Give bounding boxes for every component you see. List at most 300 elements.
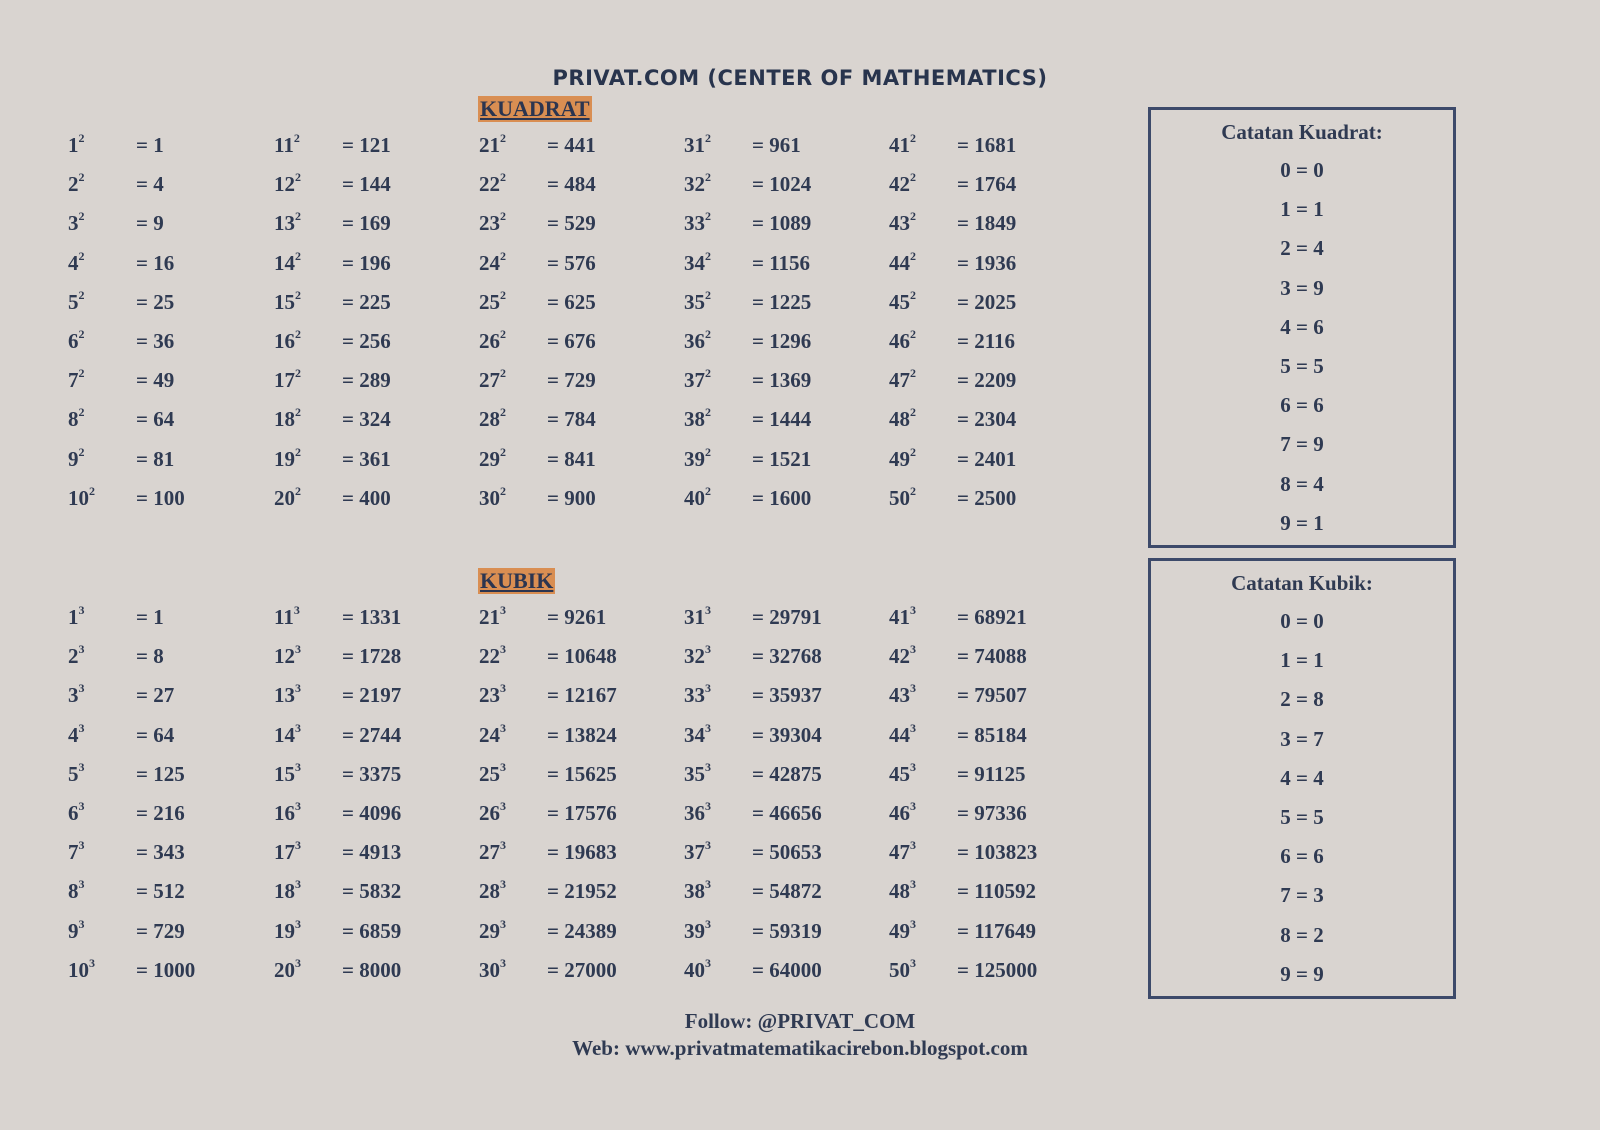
- result-value: = 4: [136, 172, 164, 197]
- base-number: $11^3$: [274, 603, 300, 629]
- note-item: 0 = 0: [1280, 158, 1324, 182]
- exponent: 2: [78, 131, 85, 145]
- base-number: $25^3$: [479, 759, 506, 786]
- result-value: = 441: [547, 133, 596, 157]
- result-value: = 110592: [957, 879, 1037, 904]
- base-number: $7^2$: [68, 366, 85, 393]
- result-value: = 8: [136, 644, 164, 669]
- result-value: = 125: [136, 761, 185, 786]
- exponent: 3: [78, 759, 85, 774]
- exponent: 2: [78, 209, 85, 224]
- exponent: 2: [705, 248, 711, 263]
- base-number: $29^3$: [479, 916, 506, 943]
- base-number: $6^2$: [68, 327, 85, 353]
- exponent: 3: [295, 720, 301, 735]
- base-number: $30^2$: [479, 483, 506, 510]
- result-value: = 576: [547, 250, 596, 275]
- note-item: 9 = 9: [1280, 961, 1324, 986]
- result-value: = 1764: [957, 172, 1017, 197]
- base-number: $18^3$: [274, 877, 301, 904]
- base-number: $9^2$: [68, 444, 85, 471]
- base-number: $41^3$: [889, 603, 916, 629]
- result-value: = 50653: [752, 840, 822, 865]
- exponent: 2: [295, 209, 301, 224]
- exponent: 3: [295, 877, 301, 892]
- base-number: $39^2$: [684, 444, 711, 471]
- result-value: = 1521: [752, 446, 812, 471]
- result-value: = 13824: [547, 722, 617, 747]
- base-number: $1^3$: [68, 603, 85, 629]
- base-number: $35^3$: [684, 759, 711, 786]
- exponent: 2: [78, 287, 85, 302]
- note-item: 6 = 6: [1280, 844, 1324, 869]
- exponent: 3: [910, 877, 916, 892]
- result-value: = 8000: [342, 957, 402, 982]
- base-number: $34^3$: [684, 720, 711, 747]
- exponent: 3: [500, 877, 506, 892]
- result-value: = 81: [136, 446, 175, 471]
- exponent: 3: [705, 642, 711, 657]
- exponent: 2: [910, 405, 916, 420]
- note-item: 5 = 5: [1280, 354, 1324, 378]
- base-number: $8^2$: [68, 405, 85, 432]
- base-number: $15^3$: [274, 759, 301, 786]
- base-number: $19^2$: [274, 444, 301, 471]
- exponent: 2: [500, 248, 506, 263]
- result-value: = 225: [342, 289, 391, 314]
- exponent: 3: [295, 916, 301, 931]
- exponent: 3: [705, 681, 711, 696]
- base-number: $36^3$: [684, 799, 711, 825]
- base-number: $26^2$: [479, 327, 506, 353]
- result-value: = 1156: [752, 250, 811, 275]
- base-number: $1^2$: [68, 131, 85, 157]
- result-value: = 117649: [957, 918, 1037, 943]
- base-number: $21^3$: [479, 603, 506, 629]
- base-number: $29^2$: [479, 444, 506, 471]
- result-value: = 46656: [752, 801, 822, 825]
- exponent: 3: [500, 955, 506, 970]
- result-value: = 625: [547, 289, 596, 314]
- result-value: = 1849: [957, 211, 1017, 236]
- result-value: = 121: [342, 133, 391, 157]
- base-number: $39^3$: [684, 916, 711, 943]
- result-value: = 961: [752, 133, 801, 157]
- base-number: $16^2$: [274, 327, 301, 353]
- exponent: 3: [910, 642, 916, 657]
- exponent: 2: [295, 287, 301, 302]
- exponent: 2: [295, 248, 301, 263]
- footer-follow: Follow: @PRIVAT_COM: [684, 1009, 916, 1033]
- base-number: $38^3$: [684, 877, 711, 904]
- result-value: = 1600: [752, 485, 812, 510]
- exponent: 3: [705, 838, 711, 853]
- exponent: 2: [705, 287, 711, 302]
- base-number: $24^3$: [479, 720, 506, 747]
- exponent: 3: [705, 877, 711, 892]
- base-number: $9^3$: [68, 916, 85, 943]
- result-value: = 15625: [547, 761, 617, 786]
- result-value: = 484: [547, 172, 596, 197]
- exponent: 3: [705, 955, 711, 970]
- exponent: 3: [78, 681, 85, 696]
- exponent: 2: [500, 287, 506, 302]
- result-value: = 17576: [547, 801, 617, 825]
- page-title: PRIVAT.COM (CENTER OF MATHEMATICS): [552, 66, 1048, 90]
- result-value: = 900: [547, 485, 596, 510]
- exponent: 2: [78, 248, 85, 263]
- result-value: = 3375: [342, 761, 402, 786]
- base-number: $44^3$: [889, 720, 916, 747]
- result-value: = 729: [136, 918, 185, 943]
- exponent: 2: [78, 327, 85, 341]
- result-value: = 21952: [547, 879, 617, 904]
- result-value: = 1681: [957, 133, 1017, 157]
- base-number: $10^3$: [68, 955, 95, 982]
- result-value: = 12167: [547, 683, 617, 708]
- base-number: $22^3$: [479, 642, 506, 669]
- result-value: = 1296: [752, 329, 812, 353]
- result-value: = 6859: [342, 918, 402, 943]
- base-number: $30^3$: [479, 955, 506, 982]
- base-number: $7^3$: [68, 838, 85, 865]
- base-number: $20^2$: [274, 483, 301, 510]
- exponent: 3: [78, 603, 85, 617]
- base-number: $22^2$: [479, 170, 506, 197]
- base-number: $21^2$: [479, 131, 506, 157]
- exponent: 3: [705, 759, 711, 774]
- base-number: $20^3$: [274, 955, 301, 982]
- note-item: 9 = 1: [1280, 510, 1324, 535]
- base-number: $5^3$: [68, 759, 85, 786]
- exponent: 2: [705, 170, 711, 185]
- exponent: 2: [910, 170, 916, 185]
- catatan-kuadrat-box: [1148, 107, 1456, 548]
- exponent: 2: [500, 170, 506, 185]
- exponent: 2: [705, 405, 711, 420]
- base-number: $2^3$: [68, 642, 85, 669]
- base-number: $44^2$: [889, 248, 916, 275]
- exponent: 2: [910, 209, 916, 224]
- result-value: = 25: [136, 289, 175, 314]
- exponent: 2: [500, 405, 506, 420]
- result-value: = 2209: [957, 368, 1017, 393]
- exponent: 3: [910, 838, 916, 853]
- result-value: = 2304: [957, 407, 1017, 432]
- exponent: 2: [295, 327, 301, 341]
- base-number: $17^2$: [274, 366, 301, 393]
- result-value: = 16: [136, 250, 175, 275]
- base-number: $50^3$: [889, 955, 916, 982]
- base-number: $35^2$: [684, 287, 711, 314]
- base-number: $28^2$: [479, 405, 506, 432]
- result-value: = 64: [136, 722, 175, 747]
- exponent: 3: [500, 681, 506, 696]
- note-item: 5 = 5: [1280, 805, 1324, 829]
- exponent: 2: [910, 287, 916, 302]
- exponent: 2: [910, 131, 916, 145]
- base-number: $23^3$: [479, 681, 506, 708]
- result-value: = 361: [342, 446, 391, 471]
- result-value: = 125000: [957, 957, 1038, 982]
- exponent: 3: [89, 955, 95, 970]
- result-value: = 91125: [957, 761, 1026, 786]
- base-number: $47^3$: [889, 838, 916, 865]
- result-value: = 1: [136, 133, 164, 157]
- base-number: $24^2$: [479, 248, 506, 275]
- base-number: $37^2$: [684, 366, 711, 393]
- exponent: 3: [78, 642, 85, 657]
- result-value: = 2500: [957, 485, 1017, 510]
- result-value: = 216: [136, 801, 185, 825]
- result-value: = 169: [342, 211, 391, 236]
- base-number: $33^2$: [684, 209, 711, 236]
- exponent: 2: [500, 131, 506, 145]
- result-value: = 103823: [957, 840, 1038, 865]
- exponent: 3: [78, 877, 85, 892]
- result-value: = 59319: [752, 918, 822, 943]
- base-number: $48^3$: [889, 877, 916, 904]
- result-value: = 512: [136, 879, 185, 904]
- note-item: 7 = 9: [1280, 432, 1324, 457]
- footer-web: Web: www.privatmatematikacirebon.blogspot.com: [572, 1036, 1028, 1060]
- result-value: = 64000: [752, 957, 822, 982]
- exponent: 3: [295, 799, 301, 813]
- result-value: = 289: [342, 368, 391, 393]
- base-number: $3^2$: [68, 209, 85, 236]
- note-item: 7 = 3: [1280, 883, 1324, 908]
- exponent: 2: [295, 405, 301, 420]
- base-number: $33^3$: [684, 681, 711, 708]
- result-value: = 2197: [342, 683, 402, 708]
- result-value: = 9261: [547, 605, 607, 629]
- result-value: = 4096: [342, 801, 402, 825]
- base-number: $45^2$: [889, 287, 916, 314]
- note-item: 2 = 4: [1280, 236, 1324, 261]
- base-number: $49^2$: [889, 444, 916, 471]
- result-value: = 2025: [957, 289, 1017, 314]
- exponent: 2: [500, 483, 506, 498]
- base-number: $46^2$: [889, 327, 916, 353]
- base-number: $42^2$: [889, 170, 916, 197]
- base-number: $47^2$: [889, 366, 916, 393]
- note-item: 3 = 9: [1280, 275, 1324, 300]
- section-label-kuadrat: KUADRAT: [480, 96, 590, 121]
- base-number: $2^2$: [68, 170, 85, 197]
- base-number: $50^2$: [889, 483, 916, 510]
- base-number: $5^2$: [68, 287, 85, 314]
- exponent: 2: [910, 248, 916, 263]
- exponent: 3: [295, 759, 301, 774]
- result-value: = 729: [547, 368, 596, 393]
- exponent: 3: [500, 838, 506, 853]
- result-value: = 1728: [342, 644, 402, 669]
- exponent: 3: [78, 916, 85, 931]
- result-value: = 64: [136, 407, 175, 432]
- exponent: 3: [910, 681, 916, 696]
- exponent: 2: [500, 444, 506, 459]
- exponent: 2: [705, 131, 711, 145]
- result-value: = 2116: [957, 329, 1016, 353]
- result-value: = 79507: [957, 683, 1027, 708]
- exponent: 3: [500, 603, 506, 617]
- base-number: $28^3$: [479, 877, 506, 904]
- result-value: = 676: [547, 329, 596, 353]
- base-number: $16^3$: [274, 799, 301, 825]
- base-number: $11^2$: [274, 131, 300, 157]
- result-value: = 24389: [547, 918, 617, 943]
- exponent: 2: [705, 444, 711, 459]
- result-value: = 1225: [752, 289, 812, 314]
- base-number: $13^2$: [274, 209, 301, 236]
- base-number: $13^3$: [274, 681, 301, 708]
- exponent: 2: [295, 366, 301, 381]
- exponent: 3: [78, 838, 85, 853]
- note-item: 4 = 4: [1280, 765, 1324, 790]
- result-value: = 9: [136, 211, 164, 236]
- base-number: $25^2$: [479, 287, 506, 314]
- base-number: $12^2$: [274, 170, 301, 197]
- exponent: 2: [705, 209, 711, 224]
- exponent: 3: [705, 799, 711, 813]
- note-item: 3 = 7: [1280, 726, 1324, 751]
- exponent: 2: [78, 444, 85, 459]
- base-number: $32^2$: [684, 170, 711, 197]
- result-value: = 1: [136, 605, 164, 629]
- exponent: 3: [293, 603, 300, 617]
- base-number: $49^3$: [889, 916, 916, 943]
- note-item: 1 = 1: [1280, 197, 1324, 222]
- result-value: = 5832: [342, 879, 402, 904]
- exponent: 3: [500, 799, 506, 813]
- catatan-kuadrat-title: Catatan Kuadrat:: [1221, 120, 1383, 144]
- exponent: 3: [500, 759, 506, 774]
- base-number: $31^2$: [684, 131, 711, 157]
- result-value: = 2744: [342, 722, 402, 747]
- result-value: = 256: [342, 329, 391, 353]
- result-value: = 68921: [957, 605, 1027, 629]
- base-number: $37^3$: [684, 838, 711, 865]
- result-value: = 4913: [342, 840, 402, 865]
- result-value: = 1444: [752, 407, 812, 432]
- result-value: = 1000: [136, 957, 196, 982]
- exponent: 3: [705, 603, 711, 617]
- base-number: $31^3$: [684, 603, 711, 629]
- exponent: 3: [500, 916, 506, 931]
- base-number: $41^2$: [889, 131, 916, 157]
- exponent: 3: [295, 955, 301, 970]
- base-number: $14^3$: [274, 720, 301, 747]
- base-number: $26^3$: [479, 799, 506, 825]
- result-value: = 49: [136, 368, 175, 393]
- exponent: 2: [500, 366, 506, 381]
- exponent: 3: [705, 916, 711, 931]
- base-number: $46^3$: [889, 799, 916, 825]
- exponent: 3: [910, 759, 916, 774]
- exponent: 2: [78, 405, 85, 420]
- base-number: $45^3$: [889, 759, 916, 786]
- exponent: 2: [500, 327, 506, 341]
- result-value: = 35937: [752, 683, 822, 708]
- base-number: $17^3$: [274, 838, 301, 865]
- exponent: 2: [295, 444, 301, 459]
- base-number: $38^2$: [684, 405, 711, 432]
- result-value: = 1369: [752, 368, 812, 393]
- exponent: 2: [295, 483, 301, 498]
- base-number: $40^2$: [684, 483, 711, 510]
- base-number: $12^3$: [274, 642, 301, 669]
- base-number: $36^2$: [684, 327, 711, 353]
- base-number: $18^2$: [274, 405, 301, 432]
- base-number: $4^2$: [68, 248, 85, 275]
- result-value: = 85184: [957, 722, 1027, 747]
- base-number: $43^2$: [889, 209, 916, 236]
- base-number: $23^2$: [479, 209, 506, 236]
- catatan-kubik-box: [1148, 558, 1456, 999]
- exponent: 3: [295, 681, 301, 696]
- note-item: 1 = 1: [1280, 648, 1324, 673]
- base-number: $10^2$: [68, 483, 95, 510]
- result-value: = 54872: [752, 879, 822, 904]
- exponent: 2: [910, 366, 916, 381]
- exponent: 3: [500, 642, 506, 657]
- exponent: 3: [78, 720, 85, 735]
- exponent: 2: [910, 327, 916, 341]
- result-value: = 19683: [547, 840, 617, 865]
- exponent: 3: [78, 799, 85, 813]
- exponent: 3: [910, 955, 916, 970]
- exponent: 2: [78, 366, 85, 381]
- exponent: 3: [500, 720, 506, 735]
- result-value: = 529: [547, 211, 596, 236]
- note-item: 8 = 2: [1280, 922, 1324, 947]
- result-value: = 784: [547, 407, 596, 432]
- note-item: 8 = 4: [1280, 471, 1324, 496]
- exponent: 3: [705, 720, 711, 735]
- result-value: = 1089: [752, 211, 812, 236]
- base-number: $4^3$: [68, 720, 85, 747]
- exponent: 2: [705, 366, 711, 381]
- note-item: 2 = 8: [1280, 687, 1324, 712]
- base-number: $27^3$: [479, 838, 506, 865]
- result-value: = 324: [342, 407, 391, 432]
- result-value: = 74088: [957, 644, 1027, 669]
- exponent: 3: [910, 916, 916, 931]
- base-number: $42^3$: [889, 642, 916, 669]
- exponent: 2: [78, 170, 85, 185]
- base-number: $15^2$: [274, 287, 301, 314]
- result-value: = 196: [342, 250, 391, 275]
- result-value: = 1331: [342, 605, 402, 629]
- base-number: $3^3$: [68, 681, 85, 708]
- exponent: 2: [910, 444, 916, 459]
- base-number: $19^3$: [274, 916, 301, 943]
- exponent: 2: [705, 483, 711, 498]
- result-value: = 343: [136, 840, 185, 865]
- base-number: $14^2$: [274, 248, 301, 275]
- base-number: $27^2$: [479, 366, 506, 393]
- result-value: = 32768: [752, 644, 822, 669]
- base-number: $43^3$: [889, 681, 916, 708]
- result-value: = 841: [547, 446, 596, 471]
- result-value: = 29791: [752, 605, 822, 629]
- result-value: = 400: [342, 485, 391, 510]
- result-value: = 1024: [752, 172, 812, 197]
- exponent: 3: [910, 799, 916, 813]
- exponent: 3: [910, 720, 916, 735]
- exponent: 3: [295, 642, 301, 657]
- note-item: 4 = 6: [1280, 314, 1324, 339]
